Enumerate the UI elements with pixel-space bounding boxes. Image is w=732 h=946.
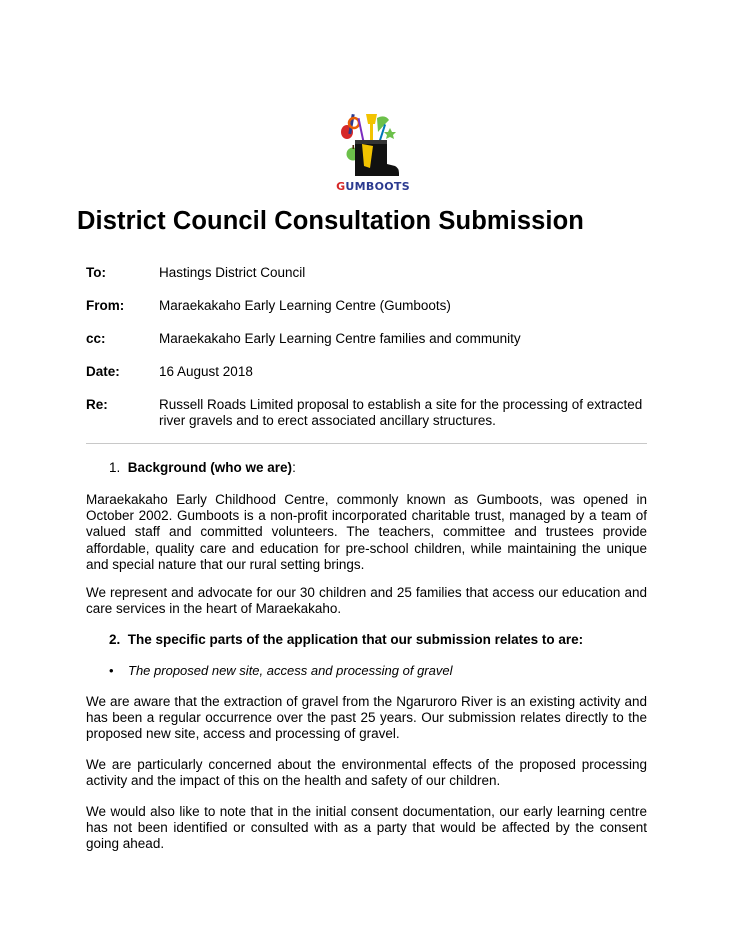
section1-heading-text: Background (who we are) xyxy=(127,460,293,475)
section2-heading-text: The specific parts of the application that our submission relates to are: xyxy=(127,632,584,647)
page-title: District Council Consultation Submission xyxy=(77,207,584,235)
date-value: 16 August 2018 xyxy=(159,364,253,379)
section1-number: 1. xyxy=(109,460,121,475)
section1-paragraph-1: Maraekakaho Early Childhood Centre, commonly known as Gumboots, was opened in October 2002. Gumboots is a non-profit incorporated charitable trust, managed by a team of valued staff and committed volunteers. The teachers, committee and trustees provide affordable, quality care and education for pre-school children, while maintaining the unique and special nature that our rural setting brings. xyxy=(86,492,647,572)
section2-heading xyxy=(109,632,583,647)
logo-text-rest: UMBOOTS xyxy=(345,180,410,193)
logo-wordmark xyxy=(333,180,413,193)
section2-bullet-text: The proposed new site, access and processing of gravel xyxy=(128,663,453,678)
re-label: Re: xyxy=(86,397,108,412)
section2-paragraph-3: We would also like to note that in the initial consent documentation, our early learning centre has not been identified or consulted with as a party that would be affected by the consent going ahead. xyxy=(86,804,647,852)
section1-heading-colon: : xyxy=(292,460,296,475)
logo-text-g: G xyxy=(336,180,346,193)
section2-bullet-item xyxy=(109,663,452,678)
cc-label: cc: xyxy=(86,331,106,346)
section2-paragraph-2: We are particularly concerned about the environmental effects of the proposed processing activity and the impact of this on the health and safety of our children. xyxy=(86,757,647,789)
section2-number: 2. xyxy=(109,632,121,647)
section1-paragraph-2: We represent and advocate for our 30 children and 25 families that access our education and care services in the heart of Maraekakaho. xyxy=(86,585,647,617)
bullet-icon: • xyxy=(109,663,114,678)
cc-value: Maraekakaho Early Learning Centre families and community xyxy=(159,331,521,346)
date-label: Date: xyxy=(86,364,120,379)
section1-heading xyxy=(109,460,296,475)
section2-paragraph-1: We are aware that the extraction of gravel from the Ngaruroro River is an existing activity and has been a regular occurrence over the past 25 years. Our submission relates directly to the proposed new site, access and processing of gravel. xyxy=(86,694,647,742)
gumboots-logo-icon xyxy=(333,110,413,182)
from-value: Maraekakaho Early Learning Centre (Gumboots) xyxy=(159,298,451,313)
header-divider xyxy=(86,443,647,444)
re-value: Russell Roads Limited proposal to establish a site for the processing of extracted river gravels and to erect associated ancillary structures. xyxy=(159,397,643,428)
to-value: Hastings District Council xyxy=(159,265,306,280)
to-label: To: xyxy=(86,265,106,280)
gumboots-logo xyxy=(333,110,413,198)
from-label: From: xyxy=(86,298,125,313)
